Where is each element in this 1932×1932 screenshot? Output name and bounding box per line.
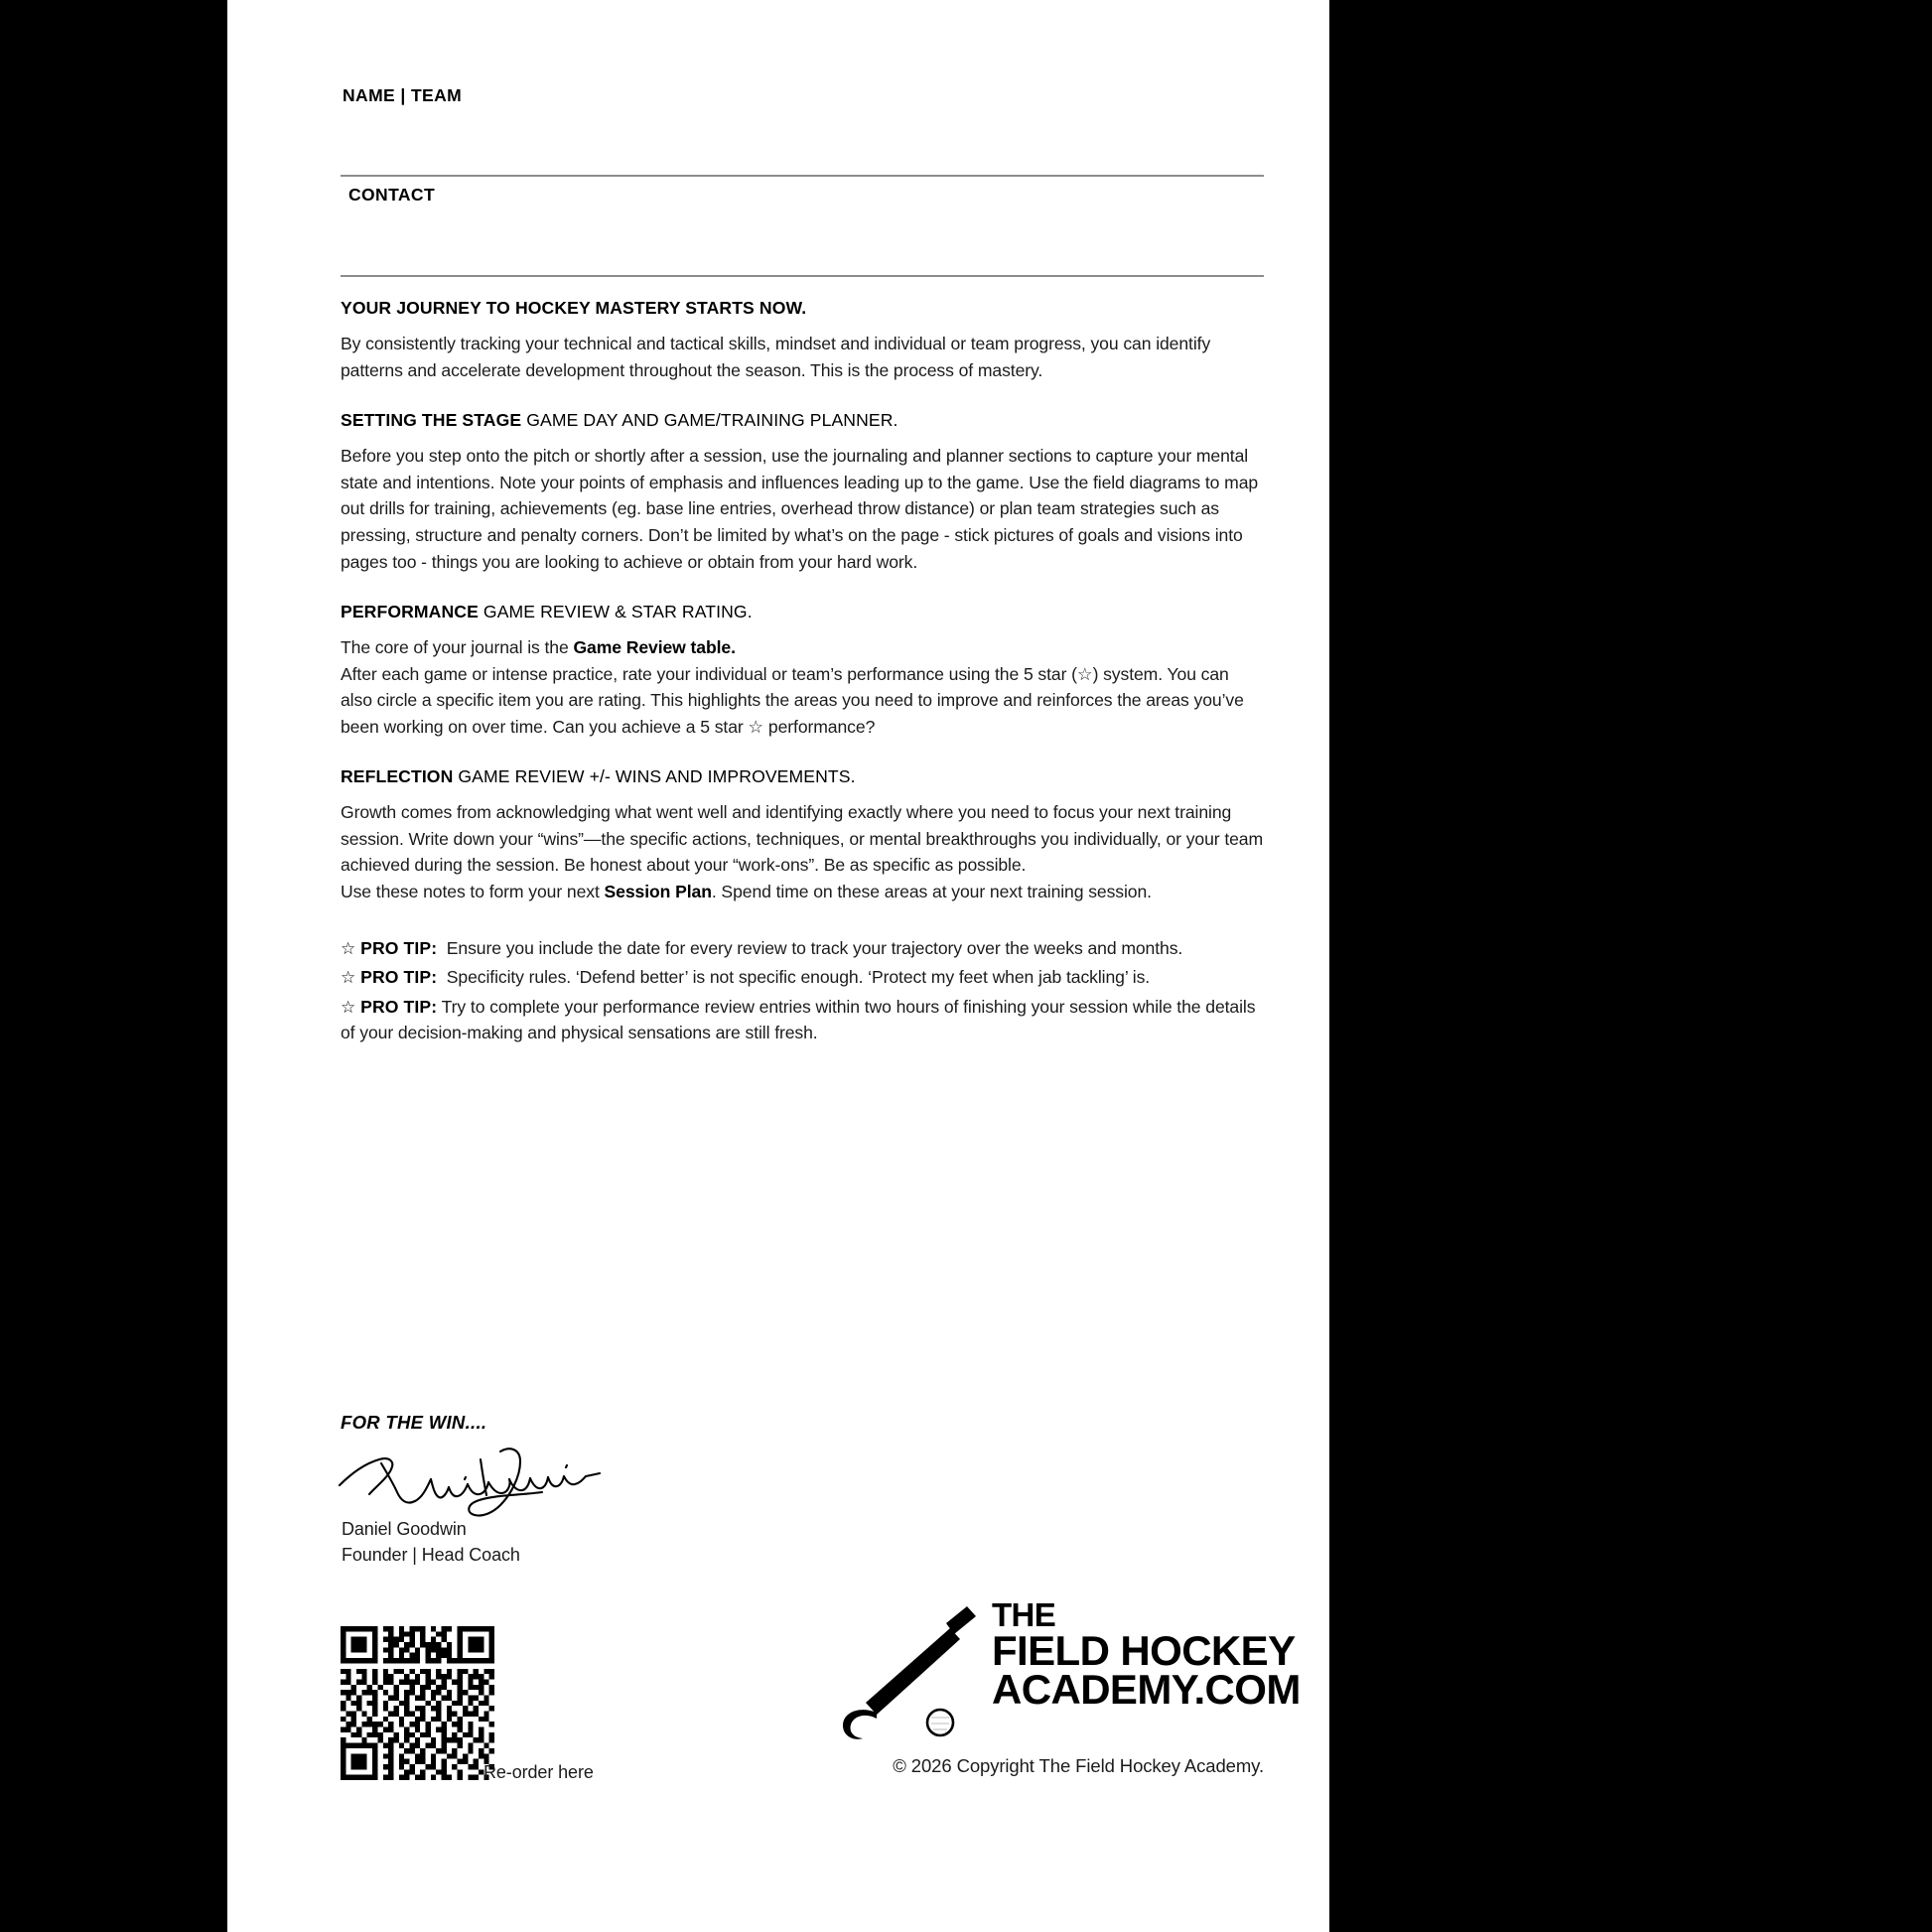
section-setting-the-stage [341,410,1264,576]
section-performance-body-intro: The core of your journal is the [341,636,574,657]
section-journey-body: By consistently tracking your technical and tactical skills, mindset and individual or team progress, you can identify patterns and accelerate development throughout the season. This is the process of mastery. [341,334,1211,380]
section-reflection-heading-bold: REFLECTION [341,765,454,786]
section-setting-the-stage-heading-regular: GAME DAY AND GAME/TRAINING PLANNER. [521,409,898,430]
signature-block [342,1516,520,1568]
star-outline-icon: ☆ [341,997,356,1017]
pro-tip-label: PRO TIP: [360,967,438,988]
section-journey [341,298,1264,384]
divider-rule-bottom [341,275,1264,277]
section-reflection-body: Growth comes from acknowledging what went well and identifying exactly where you need to focus your next training session. Write down your “wins”—the specific actions, techniques, or mental breakthroughs you individually, or your team achieved during the session. Be honest about your “work-ons”. Be as specific as possible. [341,801,1264,876]
section-performance-heading-regular: GAME REVIEW & STAR RATING. [478,601,753,621]
section-reflection-heading [341,766,1264,786]
section-performance [341,602,1264,741]
divider-rule-top [341,175,1264,177]
pro-tip-text: Try to complete your performance review entries within two hours of finishing your session while the details of your decision-making and physical sensations are still fresh. [341,996,1256,1042]
pro-tip-item [341,964,1264,990]
star-outline-icon: ☆ [341,968,356,988]
session-plan-pre-text: Use these notes to form your next [341,882,605,902]
section-journey-heading-bold: YOUR JOURNEY TO HOCKEY MASTERY STARTS NOW. [341,298,807,318]
logo-line-academy: ACADEMY.COM [992,1665,1301,1713]
section-reflection [341,766,1264,905]
section-setting-the-stage-heading-bold: SETTING THE STAGE [341,409,522,430]
hockey-stick-icon [837,1600,986,1739]
document-page [227,0,1329,1932]
closing-line: FOR THE WIN.... [341,1412,487,1433]
game-review-table-emphasis: Game Review table. [573,636,736,657]
qr-code[interactable] [341,1626,494,1780]
contact-field-label: CONTACT [348,185,436,205]
signer-title: Founder | Head Coach [342,1545,520,1566]
reorder-label: Re-order here [483,1762,594,1782]
copyright-notice: © 2026 Copyright The Field Hockey Academy. [893,1755,1264,1776]
brand-logo [837,1596,1301,1739]
section-performance-heading [341,602,1264,621]
pro-tip-label: PRO TIP: [360,937,438,958]
signer-name: Daniel Goodwin [342,1519,467,1539]
section-journey-heading [341,298,1264,318]
signature-image [336,1440,604,1521]
pro-tips-list [341,935,1264,1045]
pro-tip-text: Specificity rules. ‘Defend better’ is not specific enough. ‘Protect my feet when jab tackling’ is. [446,967,1151,988]
page-content [341,0,1301,1932]
pro-tip-item [341,935,1264,961]
section-performance-heading-bold: PERFORMANCE [341,601,479,621]
section-setting-the-stage-body: Before you step onto the pitch or shortly after a session, use the journaling and planner sections to capture your mental state and intentions. Note your points of emphasis and influences leading up to the game. Use the field diagrams to map out drills for training, achievements (eg. base line entries, overhead throw distance) or plan team strategies such as pressing, structure and penalty corners. Don’t be limited by what’s on the page - stick pictures of goals and visions into pages too - things you are looking to achieve or obtain from your hard work. [341,445,1259,572]
brand-logo-text [992,1596,1301,1713]
section-performance-body-line1 [341,634,1264,661]
ball-icon [927,1710,953,1735]
star-outline-icon: ☆ [341,938,356,958]
session-plan-emphasis: Session Plan [604,882,712,902]
session-plan-post-text: . Spend time on these areas at your next training session. [711,882,1152,902]
logo-line-the: THE [992,1596,1056,1633]
section-reflection-session-plan-line [341,879,1264,905]
pro-tip-label: PRO TIP: [360,996,438,1017]
logo-line-field-hockey: FIELD HOCKEY [992,1626,1296,1674]
section-setting-the-stage-heading [341,410,1264,430]
pro-tip-item [341,994,1264,1046]
section-reflection-heading-regular: GAME REVIEW +/- WINS AND IMPROVEMENTS. [453,765,856,786]
body-content [341,298,1301,1782]
section-performance-body: After each game or intense practice, rate your individual or team’s performance using the 5 star (☆) system. You can also circle a specific item you are rating. This highlights the areas you need to improve and reinforces the areas you’ve been working on over time. Can you achieve a 5 star ☆ performance? [341,663,1244,737]
pro-tip-text: Ensure you include the date for every review to track your trajectory over the weeks and months. [446,937,1183,958]
name-team-field-label: NAME | TEAM [343,85,463,105]
